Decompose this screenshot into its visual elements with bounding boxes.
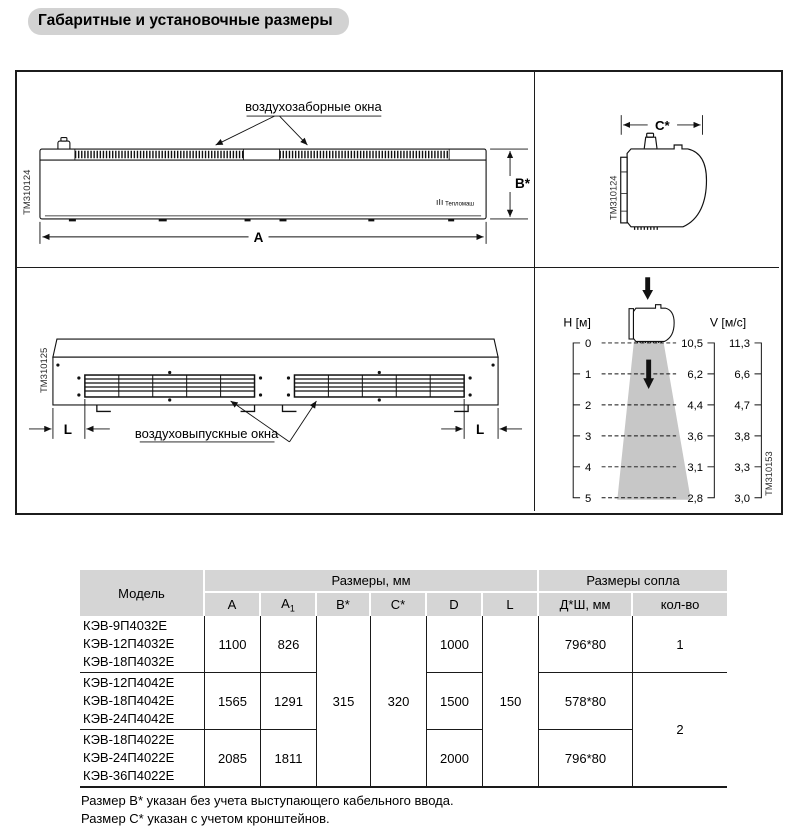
col-header-d: D — [427, 593, 483, 616]
svg-text:3,3: 3,3 — [734, 461, 751, 474]
value-a1: 1291 — [261, 673, 317, 730]
svg-text:2: 2 — [584, 399, 592, 412]
cable-gland — [58, 141, 70, 149]
value-d: 1000 — [427, 616, 483, 673]
col-header-nozzle-qty: кол-во — [633, 593, 727, 616]
value-d: 1500 — [427, 673, 483, 730]
value-d: 2000 — [427, 730, 483, 788]
value-nozzle: 796*80 — [539, 616, 633, 673]
svg-text:3,0: 3,0 — [734, 492, 751, 505]
model-cell: КЭВ-18П4022Е КЭВ-24П4022Е КЭВ-36П4022Е — [80, 730, 205, 788]
svg-text:6,2: 6,2 — [687, 369, 704, 382]
unit-icon — [629, 305, 674, 342]
col-header-a1: $A_1$ — [261, 593, 317, 616]
brand-logo — [437, 199, 474, 207]
h-axis-label: H [м] — [563, 315, 591, 330]
value-a: 2085 — [205, 730, 261, 788]
col-header-model: Модель — [80, 570, 205, 616]
outlet-windows-label: воздуховыпускные окна — [134, 425, 279, 441]
svg-text:6,6: 6,6 — [734, 369, 751, 382]
svg-text:4: 4 — [584, 461, 592, 474]
v-axis-label: V [м/с] — [709, 315, 747, 330]
front-view-drawing — [17, 72, 535, 268]
side-view-unit-outline — [621, 133, 707, 228]
value-qty: 1 — [633, 616, 727, 673]
side-view-drawing — [534, 72, 779, 268]
svg-text:10,5: 10,5 — [681, 338, 704, 351]
cable-gland — [644, 137, 657, 148]
svg-text:4,7: 4,7 — [734, 399, 751, 412]
svg-text:5: 5 — [584, 492, 592, 505]
model-cell: КЭВ-12П4042Е КЭВ-18П4042Е КЭВ-24П4042Е — [80, 673, 205, 730]
dimension-drawings-panel — [15, 70, 783, 515]
col-header-nozzle-size: Д*Ш, мм — [539, 593, 633, 616]
value-qty: 2 — [633, 673, 727, 788]
value-c-shared: 320 — [371, 616, 427, 788]
outlet-grille-right — [294, 375, 464, 397]
v-scale2-values — [729, 338, 750, 505]
footnotes — [81, 792, 454, 827]
model-cell: КЭВ-9П4032Е КЭВ-12П4032Е КЭВ-18П4032Е — [80, 616, 205, 673]
intake-windows-label: воздухозаборные окна — [245, 99, 382, 115]
col-group-sizes: Размеры, мм — [205, 570, 539, 593]
value-nozzle: 796*80 — [539, 730, 633, 788]
col-header-b: B* — [317, 593, 371, 616]
airflow-diagram — [534, 267, 779, 511]
col-header-l: L — [483, 593, 539, 616]
h-scale-values — [585, 338, 591, 505]
value-l-shared: 150 — [483, 616, 539, 788]
svg-text:1: 1 — [584, 369, 592, 382]
outlet-grille-left — [85, 375, 255, 397]
col-group-nozzle: Размеры сопла — [539, 570, 727, 593]
dim-a-label: A — [253, 229, 264, 245]
svg-text:11,3: 11,3 — [728, 338, 751, 351]
down-arrow-top — [642, 277, 653, 300]
svg-text:3,1: 3,1 — [687, 461, 704, 474]
drawing-ref-bottom: ТМ310125 — [38, 347, 50, 393]
drawing-ref-airflow: ТМ310153 — [764, 451, 775, 496]
v-scale1-bracket — [707, 343, 714, 498]
dim-l-right-label: L — [475, 421, 485, 437]
value-a1: 826 — [261, 616, 317, 673]
col-header-c: C* — [371, 593, 427, 616]
dim-c-label: C* — [655, 117, 670, 133]
value-a: 1100 — [205, 616, 261, 673]
h-scale-bracket — [573, 343, 580, 498]
intake-leader-lines — [216, 116, 382, 145]
svg-text:3,8: 3,8 — [734, 430, 751, 443]
flame-icon — [437, 199, 442, 205]
note-b: Размер В* указан без учета выступающего кабельного ввода. — [81, 793, 454, 808]
front-view-unit-outline — [40, 138, 486, 221]
value-a: 1565 — [205, 673, 261, 730]
value-a1: 1811 — [261, 730, 317, 788]
col-header-a: A — [205, 593, 261, 616]
value-nozzle: 578*80 — [539, 673, 633, 730]
svg-text:3: 3 — [584, 430, 592, 443]
airflow-cone — [617, 341, 691, 500]
svg-text:4,4: 4,4 — [687, 399, 704, 412]
note-c: Размер С* указан с учетом кронштейнов. — [81, 810, 330, 826]
drawing-ref-side: ТМ310124 — [608, 175, 619, 220]
dim-b-label: B* — [515, 175, 531, 191]
bottom-view-drawing — [17, 267, 535, 511]
brand-logo-text: Тепломаш — [445, 201, 475, 208]
svg-text:2,8: 2,8 — [687, 492, 704, 505]
dim-l-left-label: L — [63, 421, 73, 437]
dimensions-table — [80, 570, 727, 788]
drawing-ref-front: ТМ310124 — [21, 169, 33, 215]
v-scale2-bracket — [755, 343, 762, 498]
value-b-shared: 315 — [317, 616, 371, 788]
svg-text:0: 0 — [584, 338, 592, 351]
page-title: Габаритные и установочные размеры — [28, 8, 349, 35]
svg-text:3,6: 3,6 — [687, 430, 704, 443]
